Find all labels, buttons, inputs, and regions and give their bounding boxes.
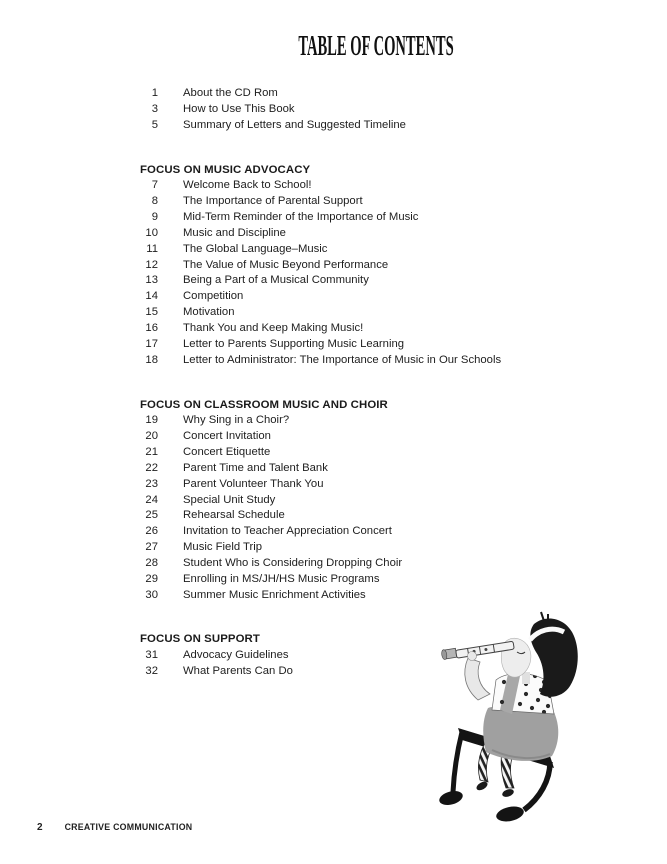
toc-entry-page-number: 18 <box>145 353 158 366</box>
toc-entry-title: Why Sing in a Choir? <box>183 414 290 427</box>
toc-entry-page-number: 1 <box>151 87 158 99</box>
toc-entry-page-number: 15 <box>145 306 158 319</box>
toc-entry <box>140 477 570 493</box>
toc-entry-page-number: 28 <box>145 556 158 569</box>
toc-entry <box>140 588 570 604</box>
toc-entry-title: Concert Invitation <box>183 430 271 443</box>
girl-arm <box>465 652 490 701</box>
toc-entry-title: Letter to Parents Supporting Music Learning <box>183 337 405 350</box>
toc-entry <box>140 493 570 509</box>
toc-entry <box>140 273 570 289</box>
toc-entry-page-number: 32 <box>145 665 158 678</box>
toc-entry <box>140 102 570 118</box>
footer-page-number: 2 <box>37 822 43 833</box>
toc-entry <box>140 258 570 274</box>
toc-entry-page-number: 13 <box>145 274 158 287</box>
toc-sections <box>140 163 570 680</box>
toc-entry-page-number: 24 <box>145 493 158 506</box>
toc-front-matter <box>140 86 570 134</box>
toc-entry <box>140 194 570 210</box>
toc-entry <box>140 540 570 556</box>
toc-section <box>140 398 570 604</box>
toc-entry-title: The Global Language–Music <box>183 242 328 255</box>
toc-entry-title: Invitation to Teacher Appreciation Concert <box>183 525 392 538</box>
toc-entry-title: Music Field Trip <box>183 541 263 554</box>
toc-entry-title: Music and Discipline <box>183 226 286 239</box>
toc-entry-title: The Value of Music Beyond Performance <box>183 258 389 271</box>
toc-entry <box>140 321 570 337</box>
toc-entry-title: Welcome Back to School! <box>183 179 312 192</box>
toc-entry <box>140 556 570 572</box>
toc-entry-page-number: 5 <box>151 118 158 131</box>
toc-entry-title: Parent Volunteer Thank You <box>183 477 324 490</box>
toc-entry-page-number: 12 <box>145 258 158 271</box>
toc-entry <box>140 305 570 321</box>
toc-entry-title: About the CD Rom <box>183 87 278 99</box>
toc-entry-title: Being a Part of a Musical Community <box>183 274 369 287</box>
toc-entry-title: Summary of Letters and Suggested Timeline <box>183 118 406 131</box>
toc-entry-page-number: 8 <box>151 195 158 208</box>
toc-entry-page-number: 17 <box>145 337 158 350</box>
toc-entry <box>140 429 570 445</box>
toc-entry-page-number: 23 <box>145 477 158 490</box>
toc-entry-title: Mid-Term Reminder of the Importance of Music <box>183 211 419 224</box>
toc-entry-page-number: 10 <box>145 226 158 239</box>
toc-entry <box>140 118 570 134</box>
toc-entry-title: Letter to Administrator: The Importance of Music in Our Schools <box>183 353 502 366</box>
toc-entry-page-number: 20 <box>145 430 158 443</box>
page-title: TABLE OF CONTENTS <box>298 31 454 62</box>
toc-entry-page-number: 7 <box>151 179 158 192</box>
toc-entry-title: Advocacy Guidelines <box>183 649 289 662</box>
toc-entry <box>140 413 570 429</box>
toc-entry <box>140 337 570 353</box>
toc-entry-title: What Parents Can Do <box>183 665 293 678</box>
toc-entry-page-number: 27 <box>145 541 158 554</box>
toc-entry-title: The Importance of Parental Support <box>183 195 363 208</box>
toc-entry-page-number: 31 <box>145 649 158 662</box>
toc-entry-page-number: 11 <box>146 242 158 255</box>
toc-entry <box>140 86 570 102</box>
toc-section-heading: FOCUS ON SUPPORT <box>140 633 260 646</box>
toc-entry-page-number: 21 <box>145 446 158 459</box>
toc-entry <box>140 445 570 461</box>
girl-playing-clarinet-on-music-note-illustration <box>438 610 663 822</box>
page-footer <box>37 822 192 833</box>
toc-entry-title: Rehearsal Schedule <box>183 509 285 522</box>
toc-entry-page-number: 22 <box>145 461 158 474</box>
toc-entry <box>140 524 570 540</box>
toc-section-heading: FOCUS ON MUSIC ADVOCACY <box>140 163 311 176</box>
toc-entry-title: Thank You and Keep Making Music! <box>183 321 364 334</box>
toc-entry <box>140 508 570 524</box>
toc-entry-page-number: 25 <box>145 509 158 522</box>
toc-entry-title: Student Who is Considering Dropping Choir <box>183 556 403 569</box>
toc-entry-title: Parent Time and Talent Bank <box>183 461 328 474</box>
toc-entry-title: How to Use This Book <box>183 102 295 115</box>
toc-section-heading: FOCUS ON CLASSROOM MUSIC AND CHOIR <box>140 398 388 411</box>
toc-entry <box>140 353 570 369</box>
toc-entry-page-number: 19 <box>145 414 158 427</box>
toc-entry <box>140 572 570 588</box>
toc-entry <box>140 178 570 194</box>
footer-book-title: CREATIVE COMMUNICATION <box>64 822 193 832</box>
toc-entry-title: Motivation <box>183 306 235 319</box>
toc-entry-page-number: 30 <box>145 588 158 601</box>
toc-entry-page-number: 14 <box>145 290 158 303</box>
toc-entry <box>140 242 570 258</box>
toc-section <box>140 163 570 369</box>
toc-entry-page-number: 16 <box>145 321 158 334</box>
toc-entry <box>140 289 570 305</box>
toc-entry-page-number: 9 <box>151 211 158 224</box>
toc-entry-title: Concert Etiquette <box>183 446 271 459</box>
toc-entry-title: Competition <box>183 290 244 303</box>
toc-entry <box>140 461 570 477</box>
toc-entry <box>140 226 570 242</box>
table-of-contents <box>140 86 570 680</box>
toc-entry-title: Summer Music Enrichment Activities <box>183 588 366 601</box>
toc-entry-page-number: 26 <box>145 525 158 538</box>
toc-entry-title: Special Unit Study <box>183 493 276 506</box>
toc-entry-title: Enrolling in MS/JH/HS Music Programs <box>183 572 380 585</box>
toc-entry-page-number: 3 <box>151 102 158 115</box>
toc-entry <box>140 210 570 226</box>
toc-entry-page-number: 29 <box>145 572 158 585</box>
